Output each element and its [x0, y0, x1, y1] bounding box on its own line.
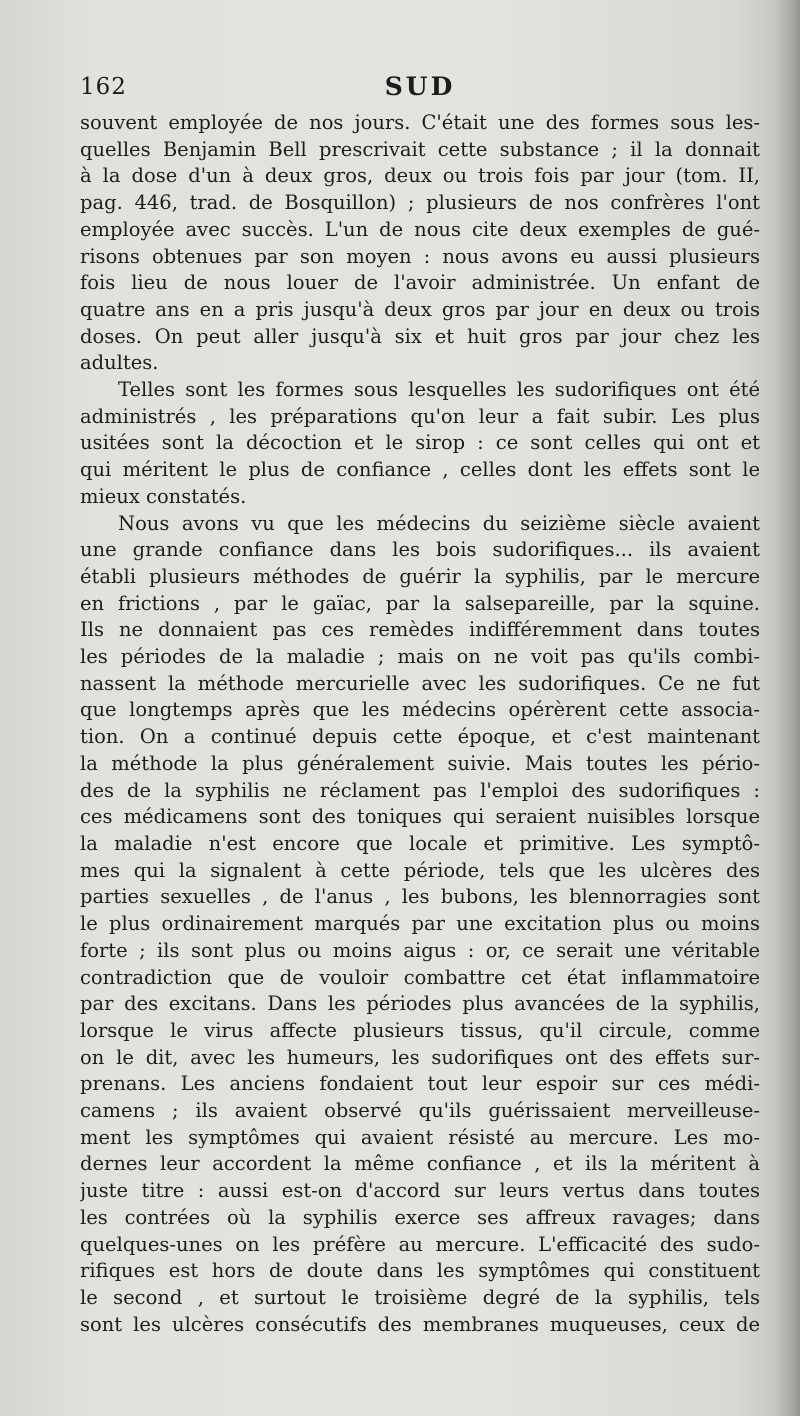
text-line: parties sexuelles , de l'anus , les bubons, les blennorragies sont [80, 885, 760, 909]
text-line: à la dose d'un à deux gros, deux ou trois fois par jour (tom. II, [80, 164, 760, 188]
text-line: la maladie n'est encore que locale et primitive. Les symptô- [80, 831, 760, 855]
text-line: que longtemps après que les médecins opérèrent cette associa- [80, 698, 760, 722]
text-line: quatre ans en a pris jusqu'à deux gros par jour en deux ou trois [80, 297, 760, 321]
page-number: 162 [80, 74, 127, 100]
text-line: fois lieu de nous louer de l'avoir administrée. Un enfant de [80, 271, 760, 295]
text-line: juste titre : aussi est-on d'accord sur leurs vertus dans toutes [80, 1179, 760, 1203]
text-line: par des excitans. Dans les périodes plus avancées de la syphilis, [80, 992, 760, 1016]
text-line: nassent la méthode mercurielle avec les sudorifiques. Ce ne fut [80, 671, 760, 695]
text-line: quelques-unes on les préfère au mercure. L'efficacité des sudo- [80, 1232, 760, 1256]
text-line: souvent employée de nos jours. C'était une des formes sous les- [80, 111, 760, 134]
text-line: on le dit, avec les humeurs, les sudorifiques ont des effets sur- [80, 1045, 760, 1069]
text-line: administrés , les préparations qu'on leur a fait subir. Les plus [80, 404, 760, 428]
text-line: le plus ordinairement marqués par une excitation plus ou moins [80, 912, 760, 936]
text-line: prenans. Les anciens fondaient tout leur espoir sur ces médi- [80, 1072, 760, 1096]
text-line: sont les ulcères consécutifs des membranes muqueuses, ceux de [80, 1312, 760, 1336]
text-line: camens ; ils avaient observé qu'ils guérissaient merveilleuse- [80, 1099, 760, 1123]
text-line: dernes leur accordent la même confiance , et ils la méritent à [80, 1152, 760, 1176]
text-line: employée avec succès. L'un de nous cite deux exemples de gué- [80, 217, 760, 241]
text-line: Ils ne donnaient pas ces remèdes indifféremment dans toutes [80, 618, 760, 642]
text-line: le second , et surtout le troisième degré de la syphilis, tels [80, 1285, 760, 1309]
running-head: SUD [384, 72, 456, 101]
body-text [80, 110, 760, 1338]
text-line: qui méritent le plus de confiance , celles dont les effets sont le [80, 458, 760, 482]
text-line: en frictions , par le gaïac, par la salsepareille, par la squine. [80, 591, 760, 615]
text-line: doses. On peut aller jusqu'à six et huit gros par jour chez les [80, 324, 760, 348]
text-line: mes qui la signalent à cette période, tels que les ulcères des [80, 858, 760, 882]
text-line: établi plusieurs méthodes de guérir la syphilis, par le mercure [80, 564, 760, 588]
text-line: contradiction que de vouloir combattre cet état inflammatoire [80, 965, 760, 989]
text-line: lorsque le virus affecte plusieurs tissus, qu'il circule, comme [80, 1018, 760, 1042]
text-line: Telles sont les formes sous lesquelles les sudorifiques ont été [118, 378, 760, 402]
text-line: usitées sont la décoction et le sirop : ce sont celles qui ont et [80, 431, 760, 455]
page-header [80, 72, 760, 106]
text-line: risons obtenues par son moyen : nous avons eu aussi plusieurs [80, 244, 760, 268]
text-line: la méthode la plus généralement suivie. Mais toutes les pério- [80, 751, 760, 775]
text-line: ces médicamens sont des toniques qui seraient nuisibles lorsque [80, 805, 760, 829]
text-line: tion. On a continué depuis cette époque, et c'est maintenant [80, 725, 760, 749]
text-line: adultes. [80, 351, 159, 375]
page-edge-shadow [774, 0, 800, 1416]
text-line: mieux constatés. [80, 484, 247, 508]
text-line: des de la syphilis ne réclament pas l'emploi des sudorifiques : [80, 778, 760, 802]
text-line: ment les symptômes qui avaient résisté au mercure. Les mo- [80, 1125, 760, 1149]
text-line: Nous avons vu que les médecins du seizième siècle avaient [118, 511, 760, 535]
text-line: pag. 446, trad. de Bosquillon) ; plusieurs de nos confrères l'ont [80, 191, 760, 215]
text-line: les périodes de la maladie ; mais on ne voit pas qu'ils combi- [80, 645, 760, 669]
text-line: une grande confiance dans les bois sudorifiques... ils avaient [80, 538, 760, 562]
text-line: forte ; ils sont plus ou moins aigus : or, ce serait une véritable [80, 938, 760, 962]
text-line: quelles Benjamin Bell prescrivait cette substance ; il la donnait [80, 137, 760, 161]
text-line: les contrées où la syphilis exerce ses affreux ravages; dans [80, 1205, 760, 1229]
text-line: rifiques est hors de doute dans les symptômes qui constituent [80, 1259, 760, 1283]
